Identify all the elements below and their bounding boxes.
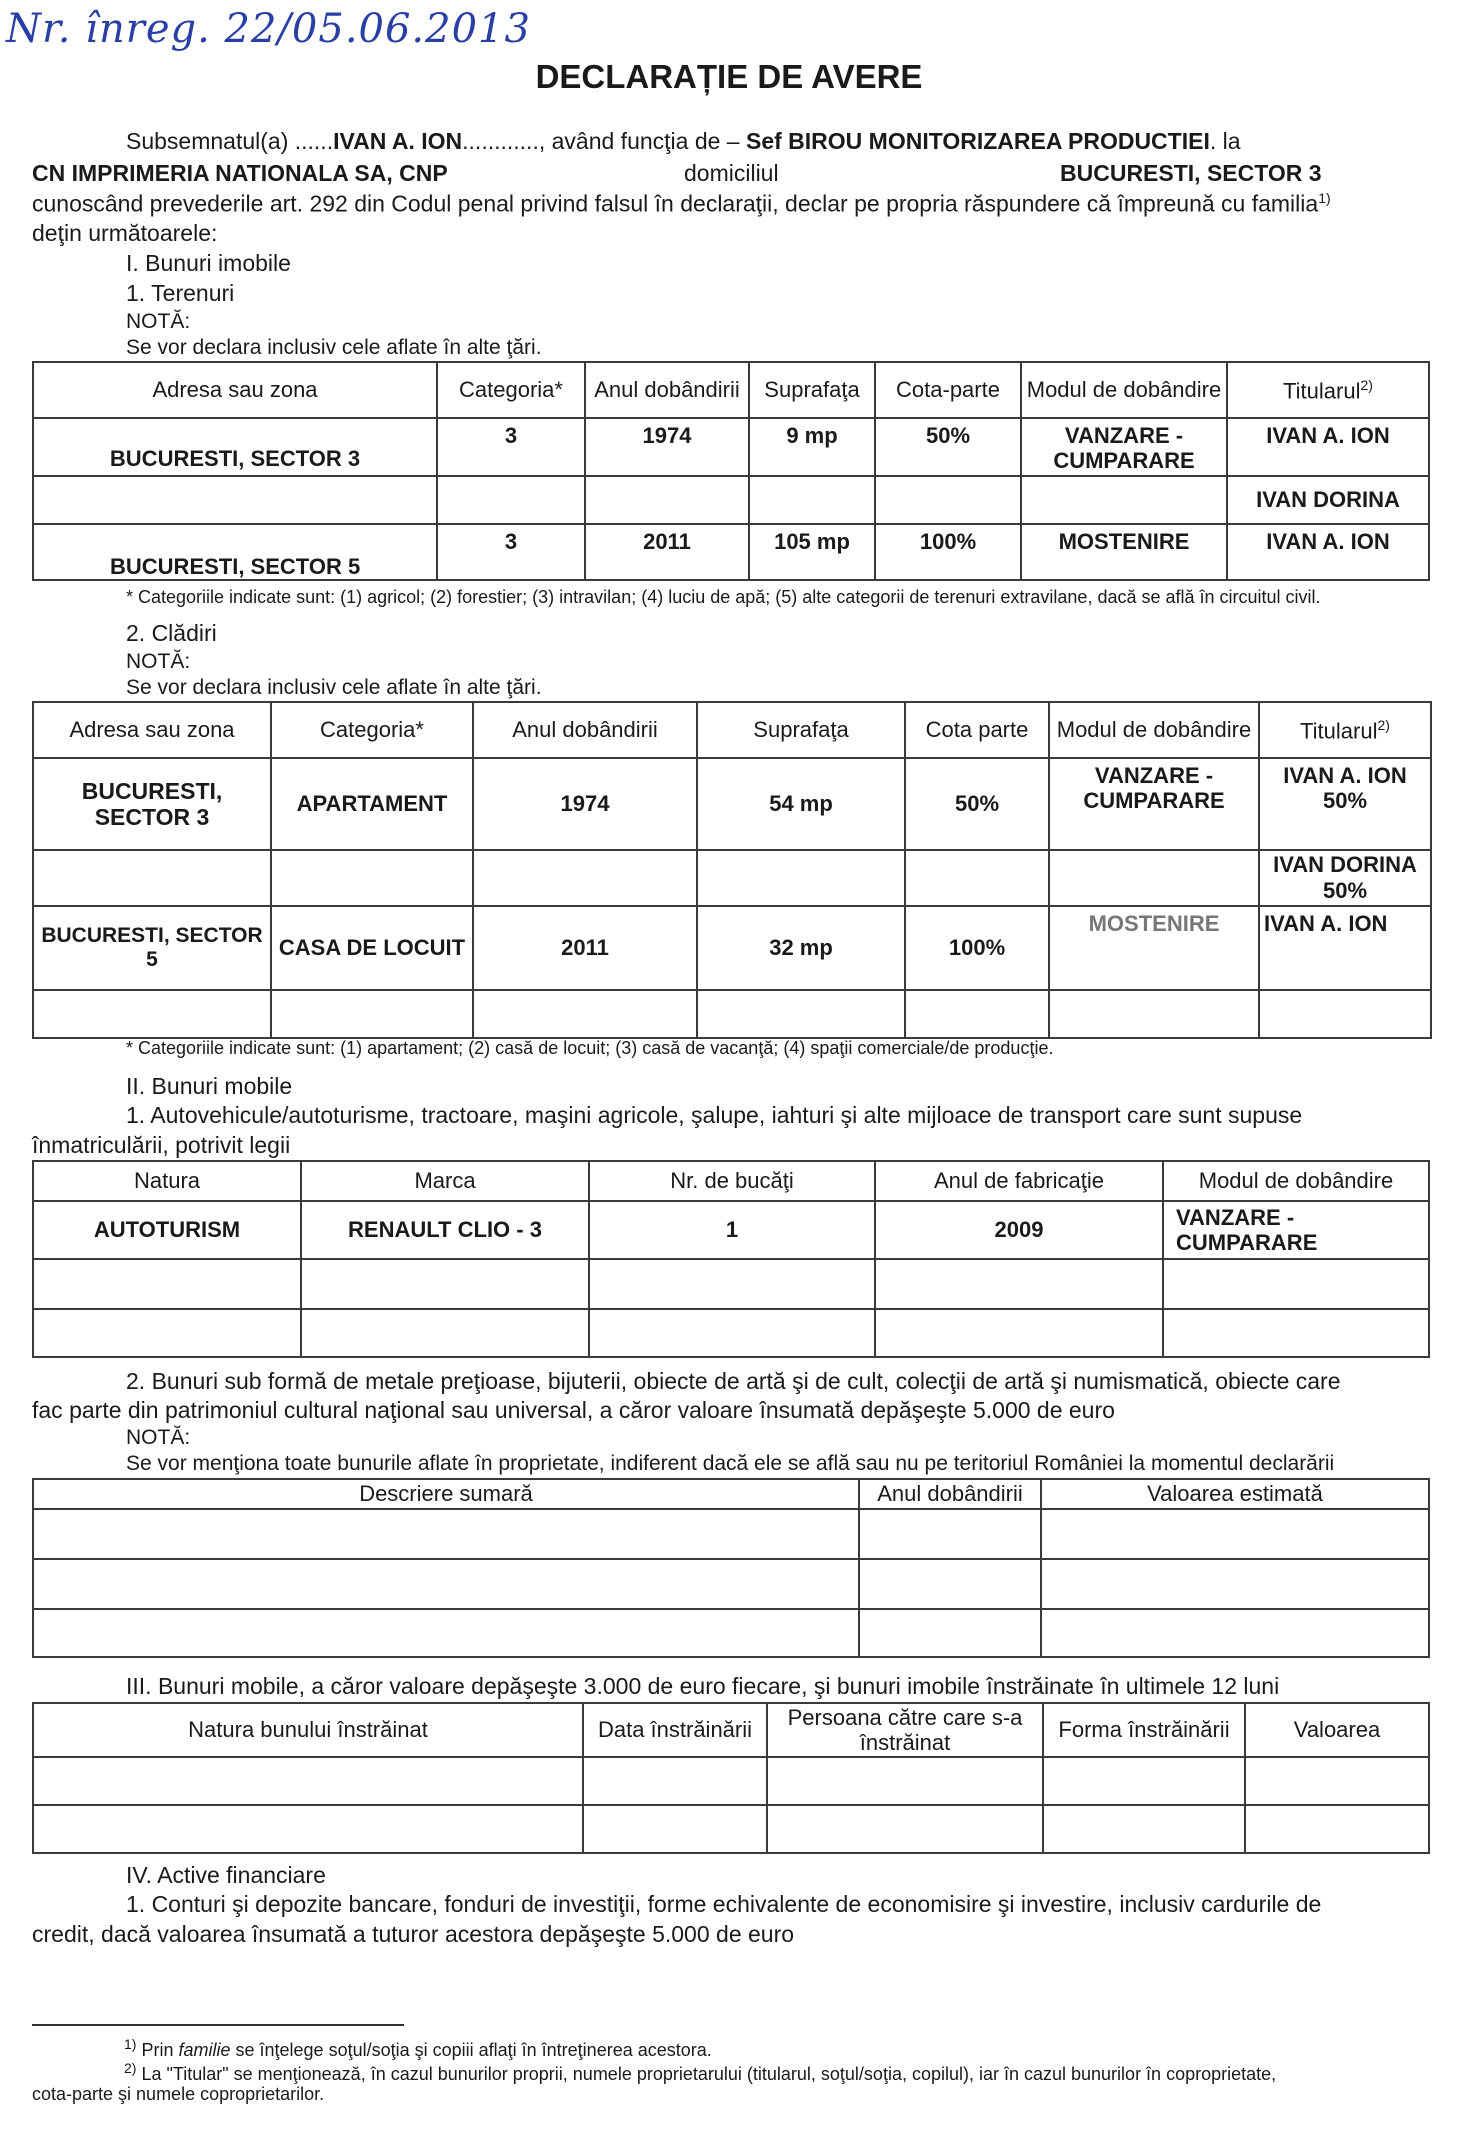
table-row: IVAN DORINA 50% — [33, 850, 1431, 906]
table-row — [33, 1259, 1429, 1309]
declarant-name: IVAN A. ION — [333, 128, 463, 154]
employer: CN IMPRIMERIA NATIONALA SA, CNP — [32, 160, 448, 186]
section-heading-bunuri-mobile: II. Bunuri mobile — [126, 1073, 293, 1099]
table-row: BUCURESTI, SECTOR 3 APARTAMENT 1974 54 mp 50% VANZARE - CUMPARARE IVAN A. ION 50% — [33, 758, 1431, 850]
footnote-1: $^{1)}$ Prin familie se înţelege soţul/soţia şi copiii aflaţi în întreţinerea acestora. — [124, 2036, 712, 2060]
land-table — [32, 361, 1430, 581]
vehicles-table — [32, 1160, 1430, 1358]
nota-label: NOTĂ: — [126, 310, 191, 333]
vehicles-intro: 1. Autovehicule/autoturisme, tractoare, maşini agricole, şalupe, iahturi şi alte mijloace de transport care sunt supuse — [126, 1102, 1303, 1128]
valuables-table — [32, 1478, 1430, 1658]
building-categories-footnote: * Categoriile indicate sunt: (1) apartament; (2) casă de locuit; (3) casă de vacanţă; (4) spaţii comerciale/de producţie. — [126, 1038, 1054, 1058]
declarant-function: Sef BIROU MONITORIZAREA PRODUCTIEI — [745, 128, 1210, 154]
table-header-row: Natura bunului înstrăinat Data înstrăinării Persoana către care s-a înstrăinat Forma înstrăinării Valoarea — [33, 1703, 1429, 1757]
valuables-intro-2: fac parte din patrimoniul cultural naţional sau universal, a căror valoare însumată depăşeşte 5.000 de euro — [32, 1397, 1115, 1423]
domicile-label: domiciliul — [684, 160, 779, 186]
section-heading-bunuri-instrainate: III. Bunuri mobile, a căror valoare depăşeşte 3.000 de euro fiecare, şi bunuri imobile înstrăinate în ultimele 12 luni — [126, 1673, 1280, 1699]
footnote-separator — [32, 2024, 404, 2026]
subsection-terenuri: 1. Terenuri — [126, 280, 235, 306]
nota-label: NOTĂ: — [126, 1426, 191, 1449]
table-row — [33, 1757, 1429, 1805]
vehicles-intro-2: înmatriculării, potrivit legii — [32, 1132, 291, 1158]
table-header-row: Adresa sau zona Categoria* Anul dobândirii Suprafaţa Cota parte Modul de dobândire Titularul$^{2)}$ — [33, 702, 1431, 758]
table-row — [33, 1559, 1429, 1609]
intro-line-3: cunoscând prevederile art. 292 din Codul penal privind falsul în declaraţii, declar pe propria răspundere că împreună cu familia$^{1)}$ — [32, 190, 1331, 217]
table-row — [33, 1805, 1429, 1853]
table-row: IVAN DORINA — [33, 476, 1429, 524]
table-row — [33, 990, 1431, 1038]
nota-text: Se vor declara inclusiv cele aflate în alte ţări. — [126, 676, 542, 699]
table-row — [33, 1509, 1429, 1559]
table-header-row: Descriere sumară Anul dobândirii Valoarea estimată — [33, 1479, 1429, 1509]
valuables-intro: 2. Bunuri sub formă de metale preţioase, bijuterii, obiecte de artă şi de cult, colecţii de artă şi numismatică, obiecte care — [126, 1368, 1341, 1394]
nota-text: Se vor declara inclusiv cele aflate în alte ţări. — [126, 336, 542, 359]
buildings-table — [32, 701, 1432, 1039]
table-header-row: Adresa sau zona Categoria* Anul dobândirii Suprafaţa Cota-parte Modul de dobândire Titularul$^{2)}$ — [33, 362, 1429, 418]
section-heading-bunuri-imobile: I. Bunuri imobile — [126, 250, 291, 276]
domicile-value: BUCURESTI, SECTOR 3 — [1060, 160, 1322, 186]
nota-text: Se vor menţiona toate bunurile aflate în proprietate, indiferent dacă ele se află sau nu pe teritoriul României la momentul declarării — [126, 1452, 1335, 1475]
registration-number-handwritten: Nr. înreg. 22/05.06.2013 — [6, 6, 531, 52]
subsection-cladiri: 2. Clădiri — [126, 620, 217, 646]
table-row — [33, 1309, 1429, 1357]
alienated-assets-table — [32, 1702, 1430, 1854]
land-categories-footnote: * Categoriile indicate sunt: (1) agricol; (2) forestier; (3) intravilan; (4) luciu de apă; (5) alte categorii de terenuri extravilane, dacă se află în circuitul civil. — [126, 587, 1321, 607]
table-row: AUTOTURISM RENAULT CLIO - 3 1 2009 VANZARE - CUMPARARE — [33, 1201, 1429, 1259]
intro-line-1: Subsemnatul(a) ......IVAN A. ION............, având funcţia de – Sef BIROU MONITORIZAREA PRODUCTIEI. la — [126, 128, 1241, 154]
section-heading-active-financiare: IV. Active financiare — [126, 1862, 326, 1888]
table-header-row: Natura Marca Nr. de bucăţi Anul de fabricaţie Modul de dobândire — [33, 1161, 1429, 1201]
nota-label: NOTĂ: — [126, 650, 191, 673]
table-row: BUCURESTI, SECTOR 5 CASA DE LOCUIT 2011 32 mp 100% MOSTENIRE IVAN A. ION — [33, 906, 1431, 990]
footnote-2: $^{2)}$ La "Titular" se menţionează, în cazul bunurilor proprii, numele proprietarului (titularul, soţul/soţia, copilul), iar în cazul bunurilor în coproprietate, — [124, 2060, 1277, 2084]
table-row — [33, 1609, 1429, 1657]
table-row: BUCURESTI, SECTOR 3 3 1974 9 mp 50% VANZARE - CUMPARARE IVAN A. ION — [33, 418, 1429, 476]
page-title: DECLARAȚIE DE AVERE — [535, 58, 923, 95]
intro-line-4: deţin următoarele: — [32, 220, 218, 246]
footnote-2-cont: cota-parte şi numele coproprietarilor. — [32, 2084, 325, 2104]
accounts-intro-2: credit, dacă valoarea însumată a tuturor acestora depăşeşte 5.000 de euro — [32, 1921, 795, 1947]
accounts-intro: 1. Conturi şi depozite bancare, fonduri de investiţii, forme echivalente de economisire şi investire, inclusiv cardurile de — [126, 1891, 1322, 1917]
table-row: BUCURESTI, SECTOR 5 3 2011 105 mp 100% MOSTENIRE IVAN A. ION — [33, 524, 1429, 580]
